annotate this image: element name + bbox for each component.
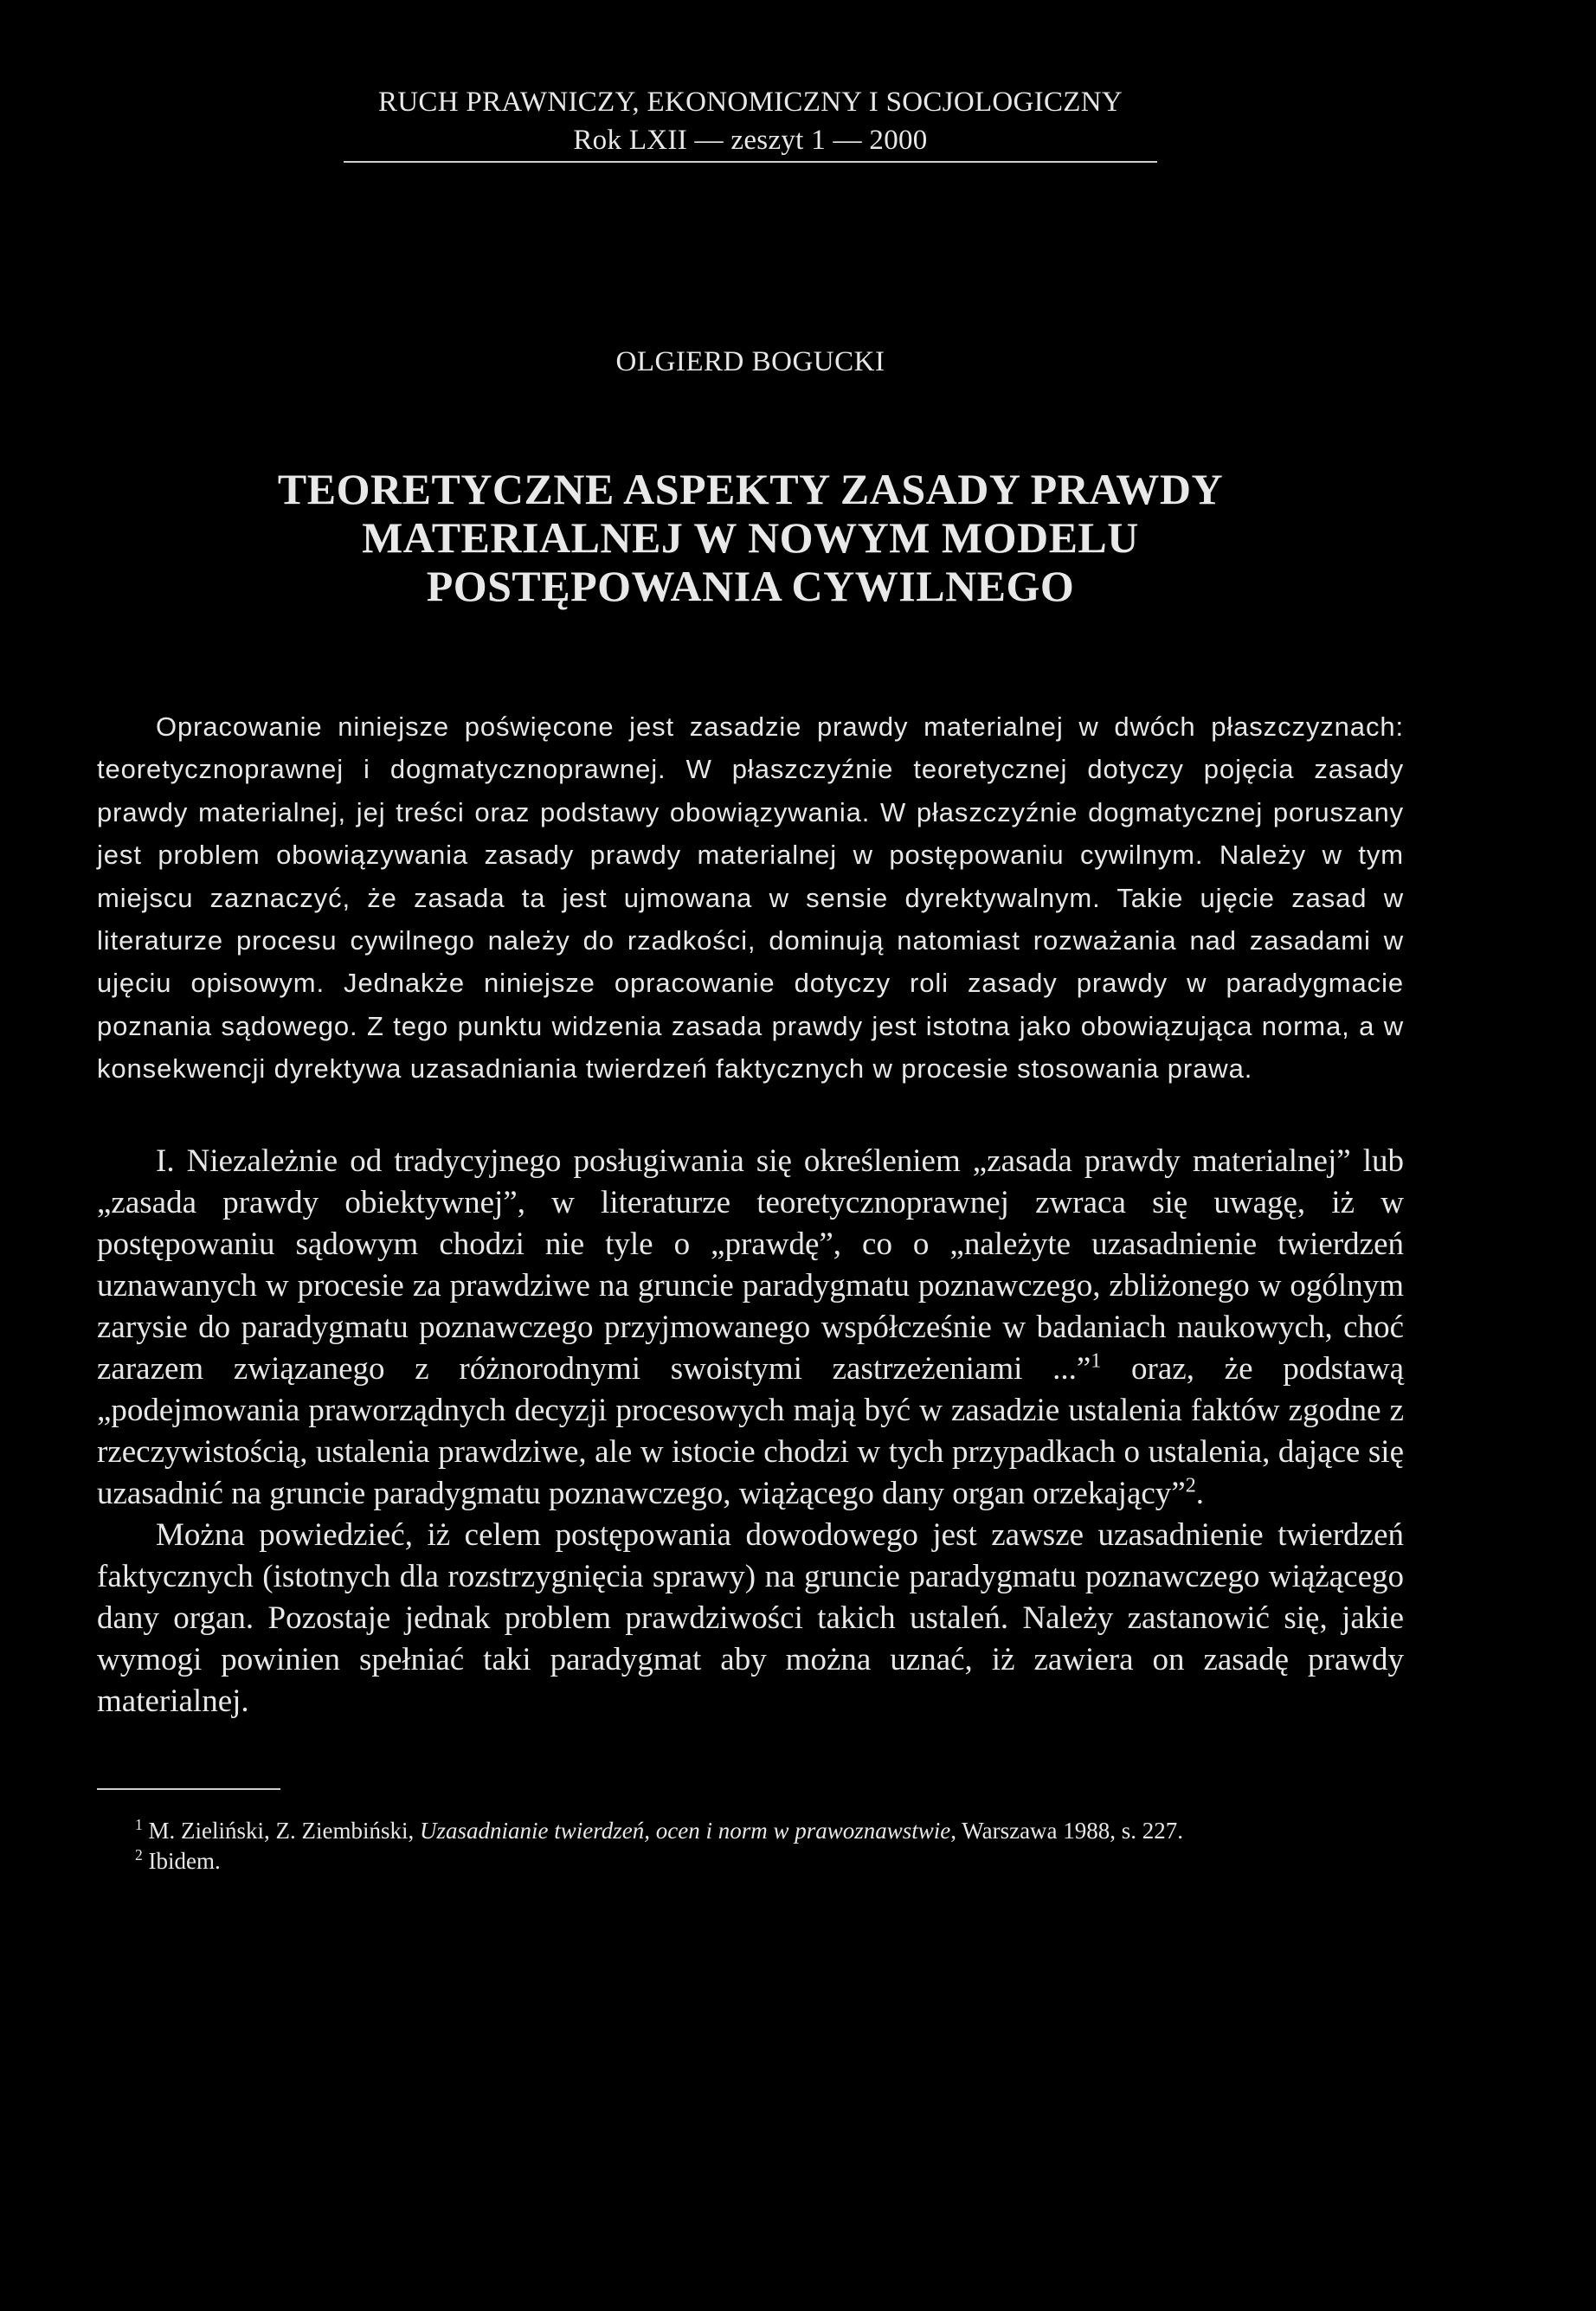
body-paragraph-1: [97, 1141, 1404, 1515]
article-body: [97, 1141, 1404, 1722]
footnote-2: [97, 1846, 1404, 1876]
footnote-1-number: 1: [135, 1815, 143, 1833]
footnote-rule: [97, 1788, 280, 1790]
abstract-text: Opracowanie niniejsze poświęcone jest zasadzie prawdy materialnej w dwóch płaszczyznach: teoretycznoprawnej i dogmatycznoprawnej. W płaszczyźnie teoretycznej dotyczy pojęcia zasady prawdy materialnej, jej treści oraz podstawy obowiązywania. W płaszczyźnie dogmatycznej poruszany jest problem obowiązywania zasady prawdy materialnej w postępowaniu cywilnym. Należy w tym miejscu zaznaczyć, że zasada ta jest ujmowana w sensie dyrektywalnym. Takie ujęcie zasad w literaturze procesu cywilnego należy do rzadkości, dominują natomiast rozważania nad zasadami w ujęciu opisowym. Jednakże niniejsze opracowanie dotyczy roli zasady prawdy w paradygmacie poznania sądowego. Z tego punktu widzenia zasada prawdy jest istotna jako obowiązująca norma, a w konsekwencji dyrektywa uzasadniania twierdzeń faktycznych w procesie stosowania prawa.: [97, 711, 1404, 1085]
paragraph-1-part-b: oraz, że podstawą „podejmowania praworządnych decyzji procesowych mają być w zasadzie ustalenia faktów zgodne z rzeczywistością, ustalenia prawdziwe, ale w istocie chodzi w tych przypadkach o ustalenia, dające się uzasadnić na gruncie paradygmatu poznawczego, wiążącego dany organ orzekający”: [97, 1350, 1404, 1511]
paragraph-1-part-a: I. Niezależnie od tradycyjnego posługiwania się określeniem „zasada prawdy materialnej” lub „zasada prawdy obiektywnej”, w literaturze teoretycznoprawnej zwraca się uwagę, iż w postępowaniu sądowym chodzi nie tyle o „prawdę”, co o „należyte uzasadnienie twierdzeń uznawanych w procesie za prawdziwe na gruncie paradygmatu poznawczego, zbliżonego w ogólnym zarysie do paradygmatu poznawczego przyjmowanego współcześnie w badaniach naukowych, choć zarazem związanego z różnorodnymi swoistymi zastrzeżeniami ...”: [97, 1143, 1404, 1387]
title-line-1: TEORETYCZNE ASPEKTY ZASADY PRAWDY: [277, 465, 1224, 513]
footnote-1-authors: M. Zieliński, Z. Ziembiński,: [142, 1817, 420, 1844]
journal-issue: Rok LXII — zeszyt 1 — 2000: [573, 125, 928, 156]
footnote-1-rest: , Warszawa 1988, s. 227.: [950, 1817, 1184, 1844]
article-page: [97, 0, 1404, 1876]
abstract: [97, 705, 1404, 1091]
paragraph-1-end: .: [1195, 1475, 1204, 1511]
article-title: [97, 465, 1404, 610]
footnote-1: [97, 1816, 1404, 1846]
footnote-ref-1[interactable]: 1: [1091, 1349, 1102, 1373]
title-line-3: POSTĘPOWANIA CYWILNEGO: [426, 562, 1075, 610]
journal-header: [97, 83, 1404, 159]
title-line-2: MATERIALNEJ W NOWYM MODELU: [362, 513, 1139, 562]
author-name: OLGIERD BOGUCKI: [615, 346, 885, 377]
footnote-1-title: Uzasadnianie twierdzeń, ocen i norm w prawoznawstwie: [420, 1817, 951, 1844]
header-rule: [344, 161, 1157, 163]
body-paragraph-2: Można powiedzieć, iż celem postępowania dowodowego jest zawsze uzasadnienie twierdzeń faktycznych (istotnych dla rozstrzygnięcia sprawy) na gruncie paradygmatu poznawczego wiążącego dany organ. Pozostaje jednak problem prawdziwości takich ustaleń. Należy zastanowić się, jakie wymogi powinien spełniać taki paradygmat aby można uznać, iż zawiera on zasadę prawdy materialnej.: [97, 1516, 1404, 1719]
footnotes: [97, 1816, 1404, 1876]
footnote-2-text: Ibidem.: [142, 1847, 221, 1874]
footnote-ref-2[interactable]: 2: [1185, 1474, 1196, 1497]
journal-name: RUCH PRAWNICZY, EKONOMICZNY I SOCJOLOGICZNY: [377, 87, 1123, 118]
footnote-2-number: 2: [135, 1845, 143, 1864]
